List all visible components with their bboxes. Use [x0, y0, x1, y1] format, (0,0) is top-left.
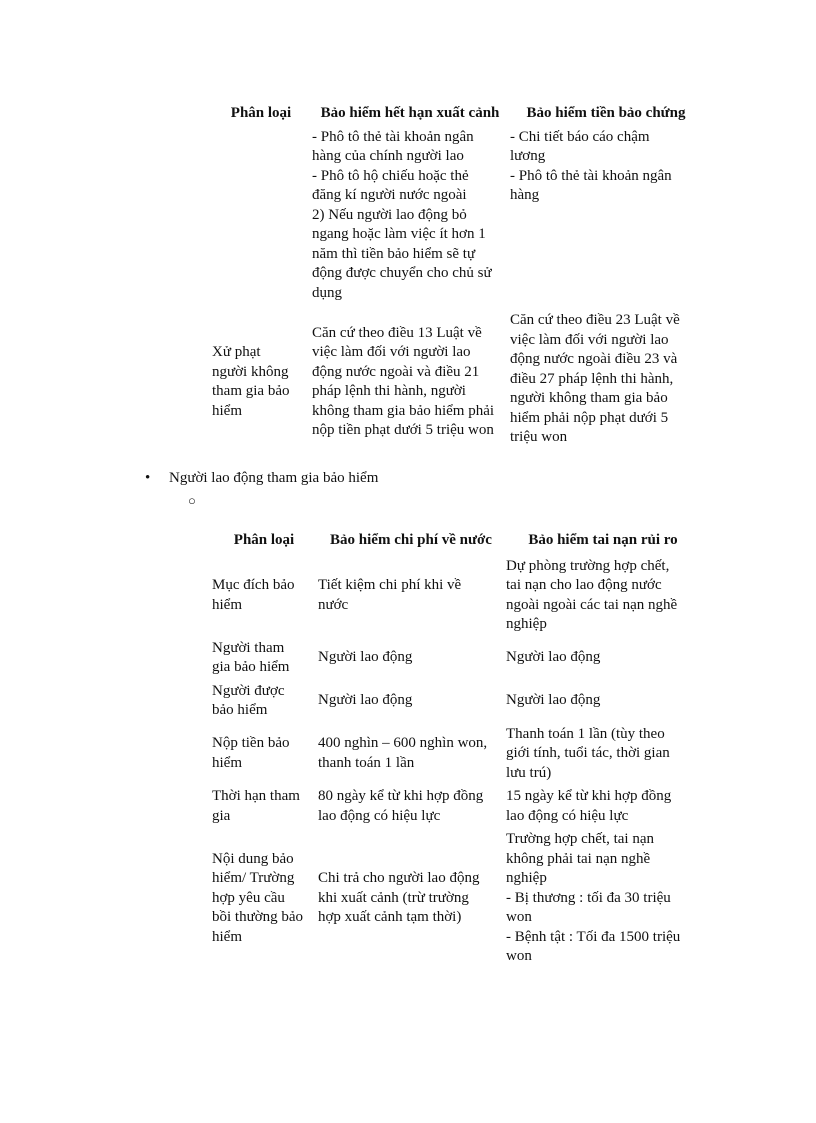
exit-insurance-cell: - Phô tô thẻ tài khoản ngân hàng của chính người lao - Phô tô hộ chiếu hoặc thẻ đăng kí người nước ngoài 2) Nếu người lao động bỏ ngang hoặc làm việc ít hơn 1 năm thì tiền bảo hiểm sẽ tự động được chuyển cho chủ sử dụng	[312, 128, 492, 301]
row-label: Người được bảo hiểm	[212, 682, 285, 718]
row-label: Xử phạt người không tham gia bảo hiểm	[212, 344, 290, 419]
exit-insurance-cell: Căn cứ theo điều 13 Luật về việc làm đối với người lao động nước ngoài và điều 21 pháp lệnh thi hành, người không tham gia bảo hiểm phải nộp tiền phạt dưới 5 triệu won	[312, 324, 495, 439]
return-cost-cell: Người lao động	[318, 692, 413, 709]
row-label: Thời hạn tham gia	[212, 788, 300, 824]
table-row	[211, 555, 701, 637]
row-label	[211, 128, 311, 304]
insurance-table-exit-deposit	[211, 104, 703, 448]
deposit-insurance-cell: Căn cứ theo điều 23 Luật về việc làm đối với người lao động nước ngoài điều 23 và điều 27 pháp lệnh thi hành, người không tham gia bảo hiểm phải nộp phạt dưới 5 triệu won	[510, 312, 680, 445]
insurance-table-return-accident	[211, 531, 701, 969]
return-cost-cell: 80 ngày kể từ khi hợp đồng lao động có hiệu lực	[318, 788, 484, 824]
table-row	[211, 680, 701, 723]
column-header-classification: Phân loại	[233, 532, 295, 548]
row-label: Nộp tiền bảo hiểm	[212, 735, 290, 771]
return-cost-cell: Người lao động	[318, 649, 413, 666]
row-label: Mục đích bảo hiểm	[212, 577, 295, 613]
accident-cell: Người lao động	[506, 692, 601, 709]
column-header-deposit-insurance: Bảo hiểm tiền bảo chứng	[526, 105, 686, 121]
return-cost-cell: Chi trả cho người lao động khi xuất cảnh (trừ trường hợp xuất cảnh tạm thời)	[318, 870, 480, 925]
table-row	[211, 637, 701, 680]
accident-cell: Người lao động	[506, 649, 601, 666]
bullet-item	[145, 469, 378, 489]
table-row	[211, 303, 703, 448]
accident-cell: Trường hợp chết, tai nạn không phải tai nạn nghề nghiệp - Bị thương : tối đa 30 triệu won - Bệnh tật : Tối đa 1500 triệu won	[506, 831, 681, 964]
sub-bullet-circle-icon: ○	[188, 493, 196, 508]
column-header-accident-insurance: Bảo hiểm tai nạn rủi ro	[528, 532, 678, 548]
accident-cell: Dự phòng trường hợp chết, tai nạn cho lao động nước ngoài ngoài các tai nạn nghề nghiệp	[506, 557, 678, 632]
table-header-row	[211, 531, 701, 555]
table-row	[211, 828, 701, 969]
row-label: Người tham gia bảo hiểm	[212, 639, 290, 675]
column-header-return-cost-insurance: Bảo hiểm chi phí về nước	[330, 532, 492, 548]
row-label: Nội dung bảo hiểm/ Trường hợp yêu cầu bồi thường bảo hiểm	[212, 850, 304, 945]
table-row	[211, 128, 703, 304]
bullet-icon: •	[145, 470, 151, 486]
return-cost-cell: 400 nghìn – 600 nghìn won, thanh toán 1 lần	[318, 735, 488, 771]
return-cost-cell: Tiết kiệm chi phí khi về nước	[318, 577, 462, 613]
column-header-classification: Phân loại	[230, 105, 292, 121]
table-row	[211, 785, 701, 828]
column-header-exit-insurance: Bảo hiểm hết hạn xuất cảnh	[320, 105, 500, 121]
deposit-insurance-cell: - Chi tiết báo cáo chậm lương - Phô tô thẻ tài khoản ngân hàng	[510, 128, 672, 203]
accident-cell: 15 ngày kể từ khi hợp đồng lao động có hiệu lực	[506, 788, 672, 824]
table-row	[211, 723, 701, 786]
table-header-row	[211, 104, 703, 128]
accident-cell: Thanh toán 1 lần (tùy theo giới tính, tuổi tác, thời gian lưu trú)	[506, 725, 670, 781]
bullet-text: Người lao động tham gia bảo hiểm	[169, 470, 379, 486]
